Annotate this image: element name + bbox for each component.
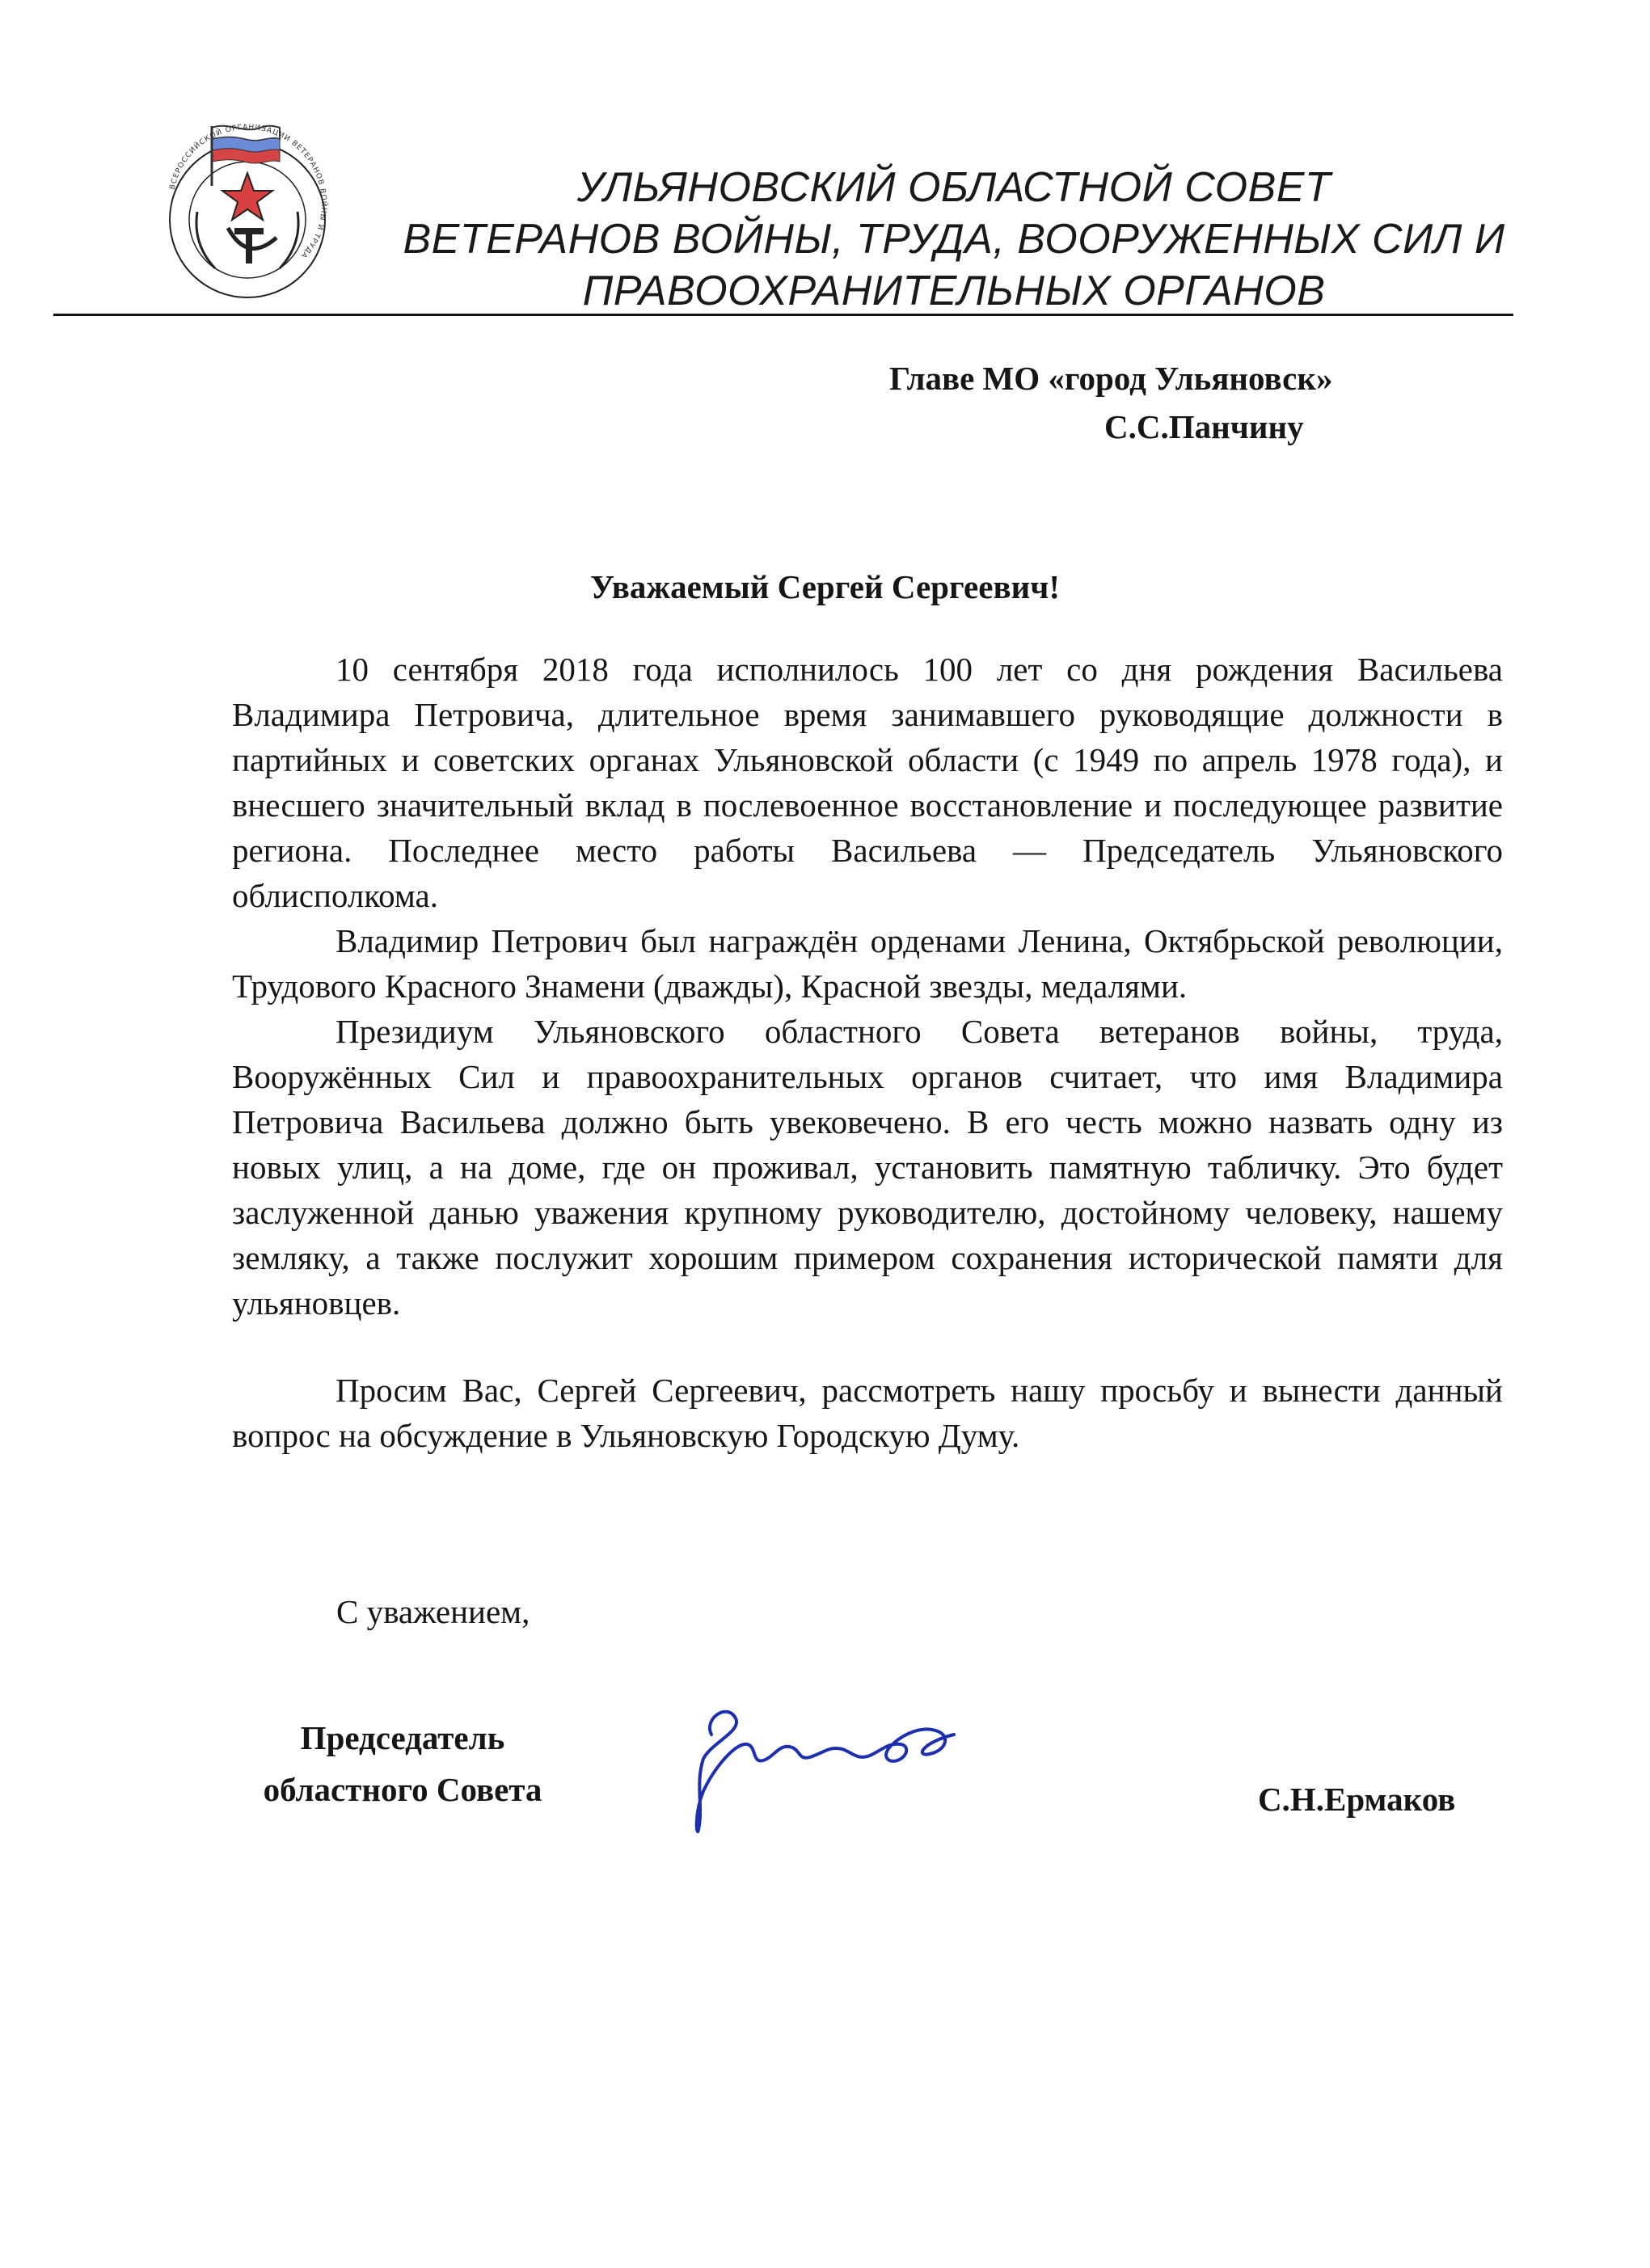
closing-phrase: С уважением, <box>336 1593 530 1630</box>
addressee-name: С.С.Панчину <box>1104 408 1304 445</box>
salutation: Уважаемый Сергей Сергеевич! <box>590 568 1060 605</box>
org-name-line-2: ВЕТЕРАНОВ ВОЙНЫ, ТРУДА, ВООРУЖЕННЫХ СИЛ И <box>403 216 1505 263</box>
signer-title-line-1: Председатель <box>300 1719 505 1756</box>
signer-name: С.Н.Ермаков <box>1258 1781 1456 1818</box>
signer-title-line-2: областного Совета <box>263 1771 542 1808</box>
addressee-block <box>889 354 1536 451</box>
body-paragraph-3: Президиум Ульяновского областного Совета ветеранов войны, труда, Вооружённых Сил и правоохранительных органов считает, что имя Владимира Петровича Васильева должно быть увековечено. В его честь можно назвать одну из новых улиц, а на доме, где он проживал, установить памятную табличку. Это будет заслуженной данью уважения крупному руководителю, достойному человеку, нашему земляку, а также послужит хорошим примером сохранения исторической памяти для ульяновцев. <box>232 1013 1503 1322</box>
header-divider <box>53 314 1513 316</box>
body-paragraph-4: Просим Вас, Сергей Сергеевич, рассмотреть нашу просьбу и вынести данный вопрос на обсуждение в Ульяновскую Городскую Думу. <box>232 1372 1503 1454</box>
handwritten-signature-icon <box>679 1686 970 1848</box>
body-paragraph-2: Владимир Петрович был награждён орденами Ленина, Октябрьской революции, Трудового Красного Знамени (дважды), Красной звезды, медалями. <box>232 922 1503 1005</box>
svg-text:ВСЕРОССИЙСКОЙ ОРГАНИЗАЦИИ ВЕТЕ: ВСЕРОССИЙСКОЙ ОРГАНИЗАЦИИ ВЕТЕРАНОВ ВОЙНЫ И ТРУДА <box>168 123 328 260</box>
org-name-line-1: УЛЬЯНОВСКИЙ ОБЛАСТНОЙ СОВЕТ <box>576 164 1331 211</box>
letter-body <box>232 647 1503 1458</box>
veterans-organization-emblem-icon <box>150 107 344 301</box>
body-paragraph-1: 10 сентября 2018 года исполнилось 100 лет со дня рождения Васильева Владимира Петровича, длительное время занимавшего руководящие должности в партийных и советских органах Ульяновской области (с 1949 по апрель 1978 года), и внесшего значительный вклад в послевоенное восстановление и последующее развитие региона. Последнее место работы Васильева — Председатель Ульяновского облисполкома. <box>232 651 1503 914</box>
organization-name <box>340 162 1568 317</box>
org-name-line-3: ПРАВООХРАНИТЕЛЬНЫХ ОРГАНОВ <box>582 268 1326 314</box>
signer-title <box>233 1712 572 1815</box>
addressee-position: Главе МО «город Ульяновск» <box>889 360 1333 397</box>
